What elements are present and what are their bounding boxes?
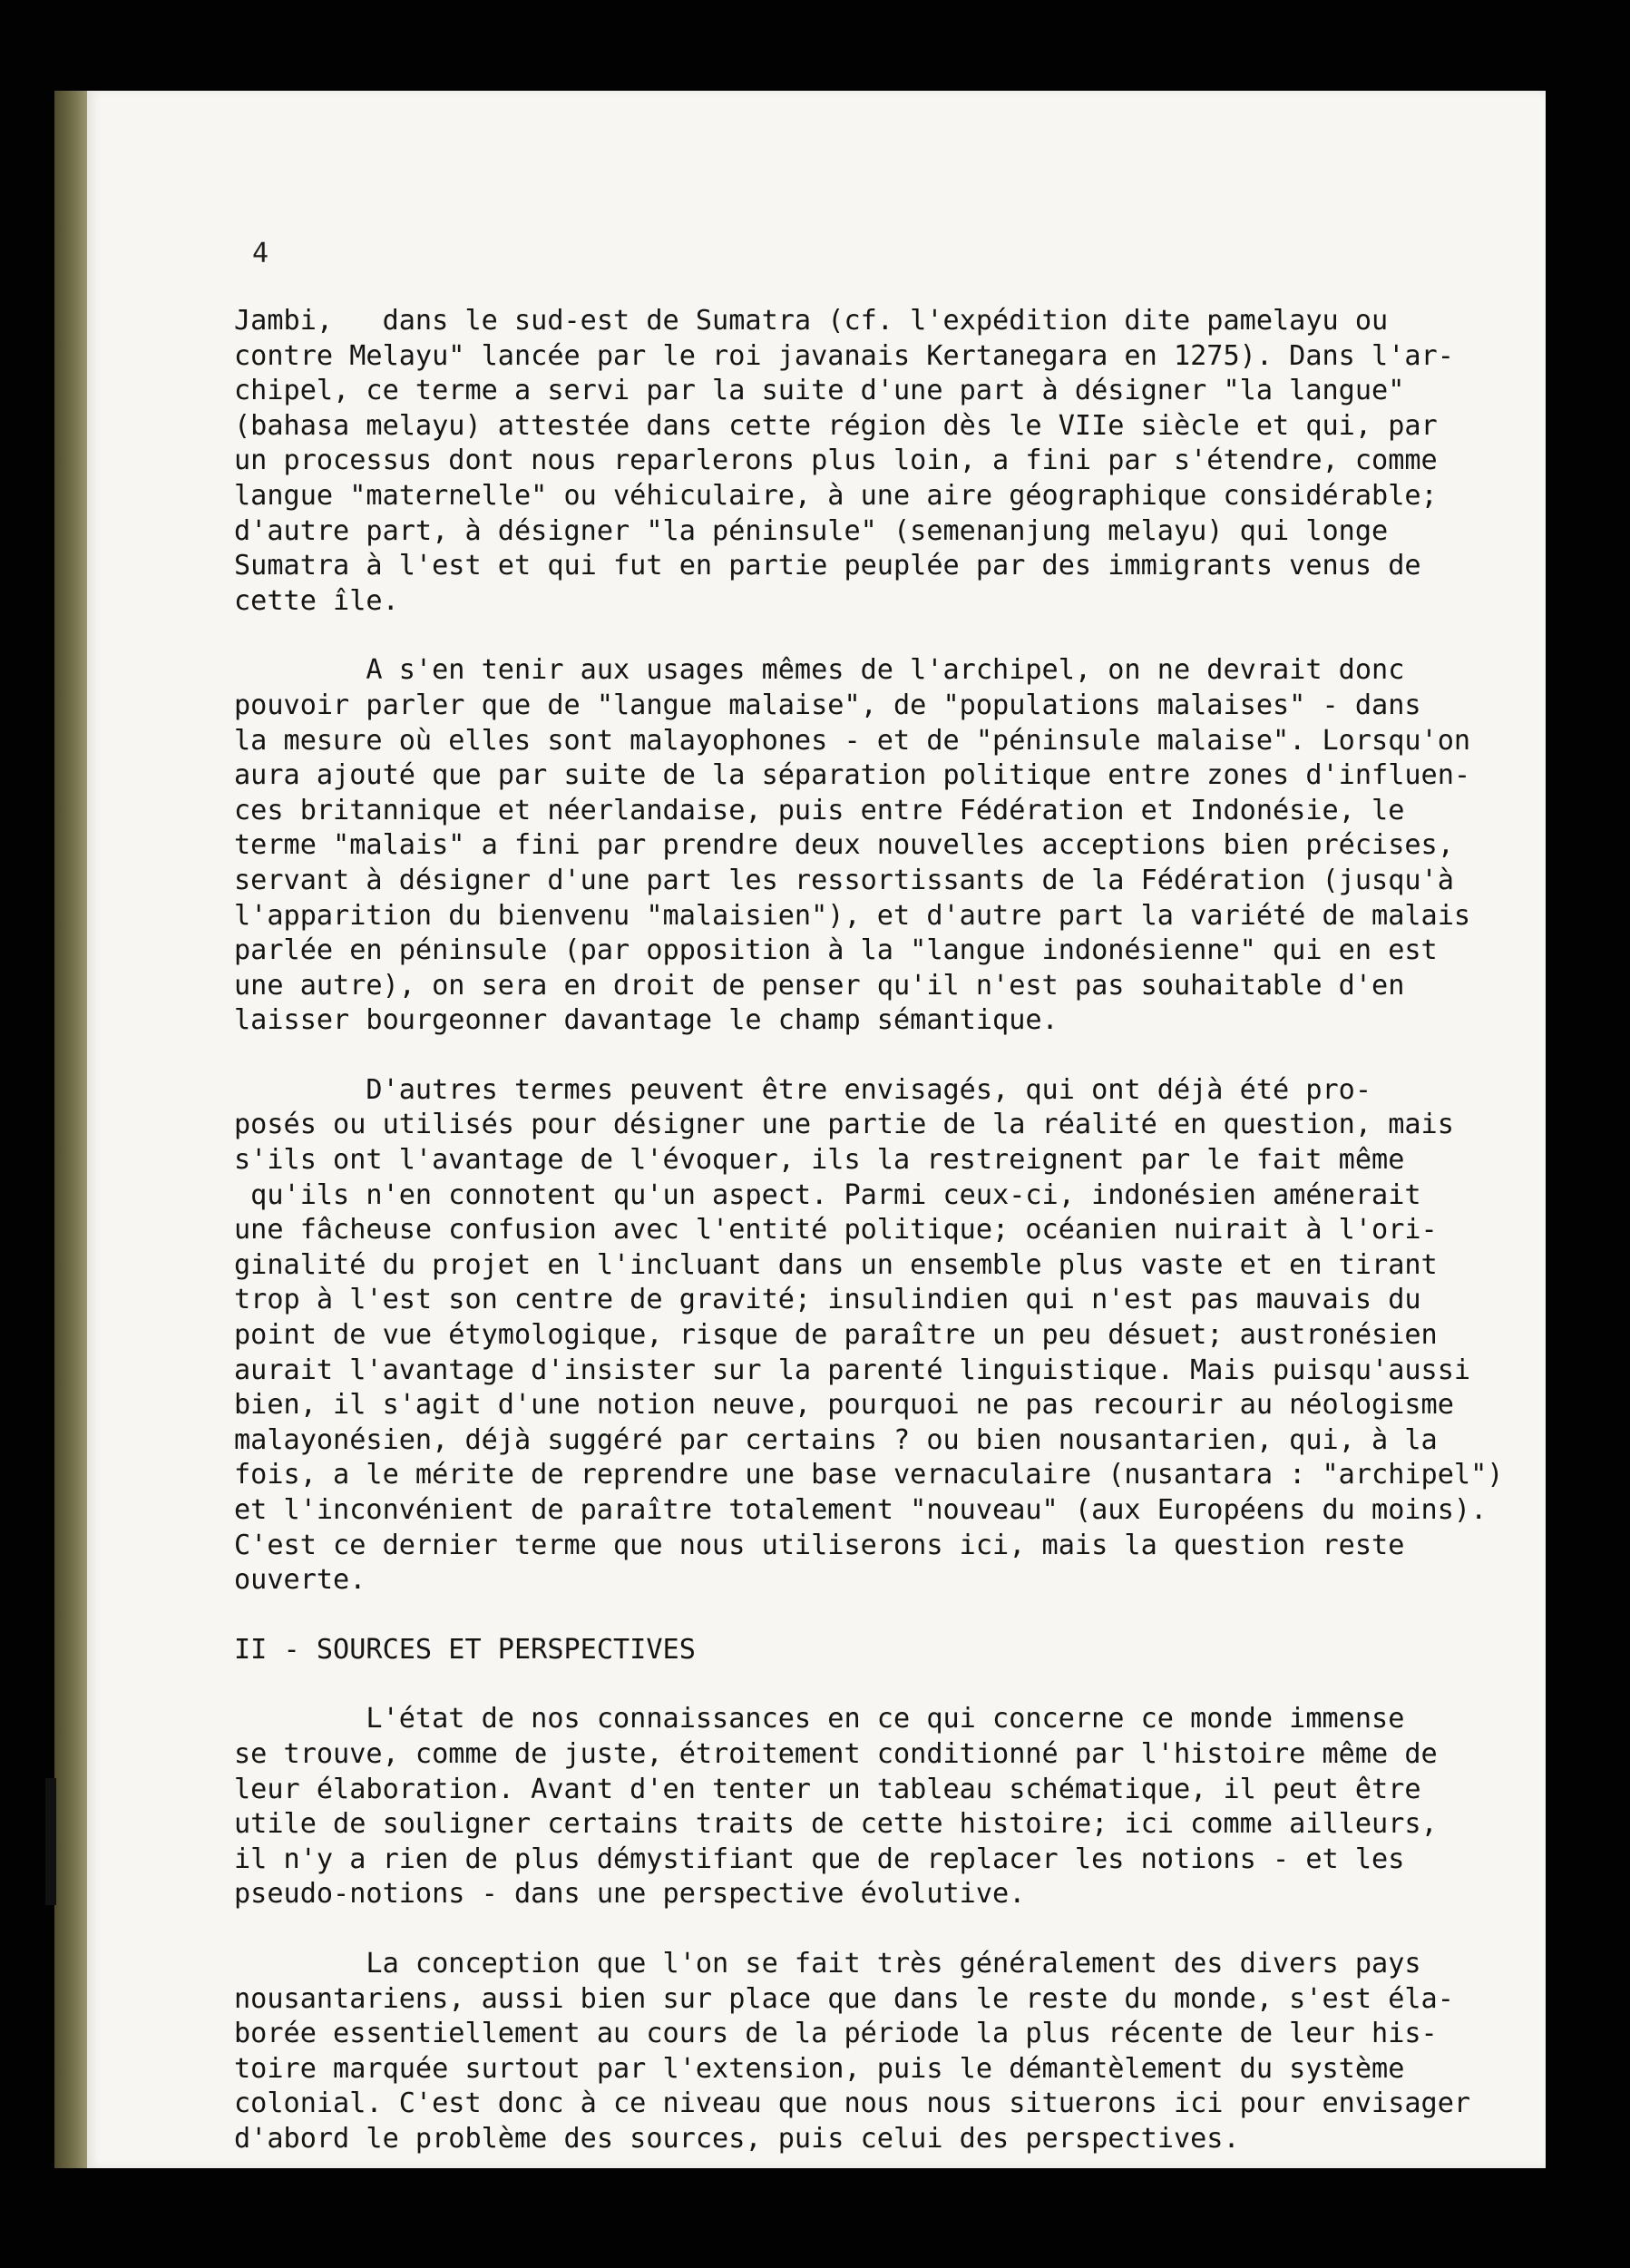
paragraph-2: A s'en tenir aux usages mêmes de l'archipel, on ne devrait donc pouvoir parler que de "langue malaise", de "populations malaises" - dans la mesure où elles sont malayophones - et de "péninsule malaise". Lorsqu'on aura ajouté que par suite de la séparation politique entre zones d'influen- ces britannique et néerlandaise, puis entre Fédération et Indonésie, le terme "malais" a fini par prendre deux nouvelles acceptions bien précises, servant à désigner d'une part les ressortissants de la Fédération (jusqu'à l'apparition du bienvenu "malaisien"), et d'autre part la variété de malais parlée en péninsule (par opposition à la "langue indonésienne" qui en est une autre), on sera en droit de penser qu'il n'est pas souhaitable d'en laisser bourgeonner davantage le champ sémantique. [234,654,1471,1037]
spine-mark [45,1778,56,1905]
paragraph-4: L'état de nos connaissances en ce qui concerne ce monde immense se trouve, comme de juste, étroitement conditionné par l'histoire même de leur élaboration. Avant d'en tenter un tableau schématique, il peut être utile de souligner certains traits de cette histoire; ici comme ailleurs, il n'y a rien de plus démystifiant que de replacer les notions - et les pseudo-notions - dans une perspective évolutive. [234,1703,1438,1911]
page-number: 4 [252,238,269,269]
paragraph-3: D'autres termes peuvent être envisagés, qui ont déjà été pro- posés ou utilisés pour désigner une partie de la réalité en question, mais s'ils ont l'avantage de l'évoquer, ils la restreignent par le fait même qu'ils n'en connotent qu'un aspect. Parmi ceux-ci, indonésien aménerait une fâcheuse confusion avec l'entité politique; océanien nuirait à l'ori- ginalité du projet en l'incluant dans un ensemble plus vaste et en tirant trop à l'est son centre de gravité; insulindien qui n'est pas mauvais du point de vue étymologique, risque de paraître un peu désuet; austronésien aurait l'avantage d'insister sur la parenté linguistique. Mais puisqu'aussi bien, il s'agit d'une notion neuve, pourquoi ne pas recourir au néologisme malayonésien, déjà suggéré par certains ? ou bien nousantarien, qui, à la fois, a le mérite de reprendre une base vernaculaire (nusantara : "archipel") et l'inconvénient de paraître totalement "nouveau" (aux Européens du moins). C'est ce dernier terme que nous utiliserons ici, mais la question reste ouverte. [234,1073,1504,1597]
section-heading: II - SOURCES ET PERSPECTIVES [234,1633,696,1666]
binding-spine [54,91,87,2168]
paragraph-5: La conception que l'on se fait très généralement des divers pays nousantariens, aussi bien sur place que dans le reste du monde, s'est éla- borée essentiellement au cours de la période la plus récente de leur his- toire marquée surtout par l'extension, puis le démantèlement du système colonial. C'est donc à ce niveau que nous nous situerons ici pour envisager d'abord le problème des sources, puis celui des perspectives. [234,1947,1471,2155]
paragraph-1: Jambi, dans le sud-est de Sumatra (cf. l'expédition dite pamelayu ou contre Melayu" lancée par le roi javanais Kertanegara en 1275). Dans l'ar- chipel, ce terme a servi par la suite d'une part à désigner "la langue" (bahasa melayu) attestée dans cette région dès le VIIe siècle et qui, par un processus dont nous reparlerons plus loin, a fini par s'étendre, comme langue "maternelle" ou véhiculaire, à une aire géographique considérable; d'autre part, à désigner "la péninsule" (semenanjung melayu) qui longe Sumatra à l'est et qui fut en partie peuplée par des immigrants venus de cette île. [234,305,1454,617]
body-text [234,304,1504,2192]
